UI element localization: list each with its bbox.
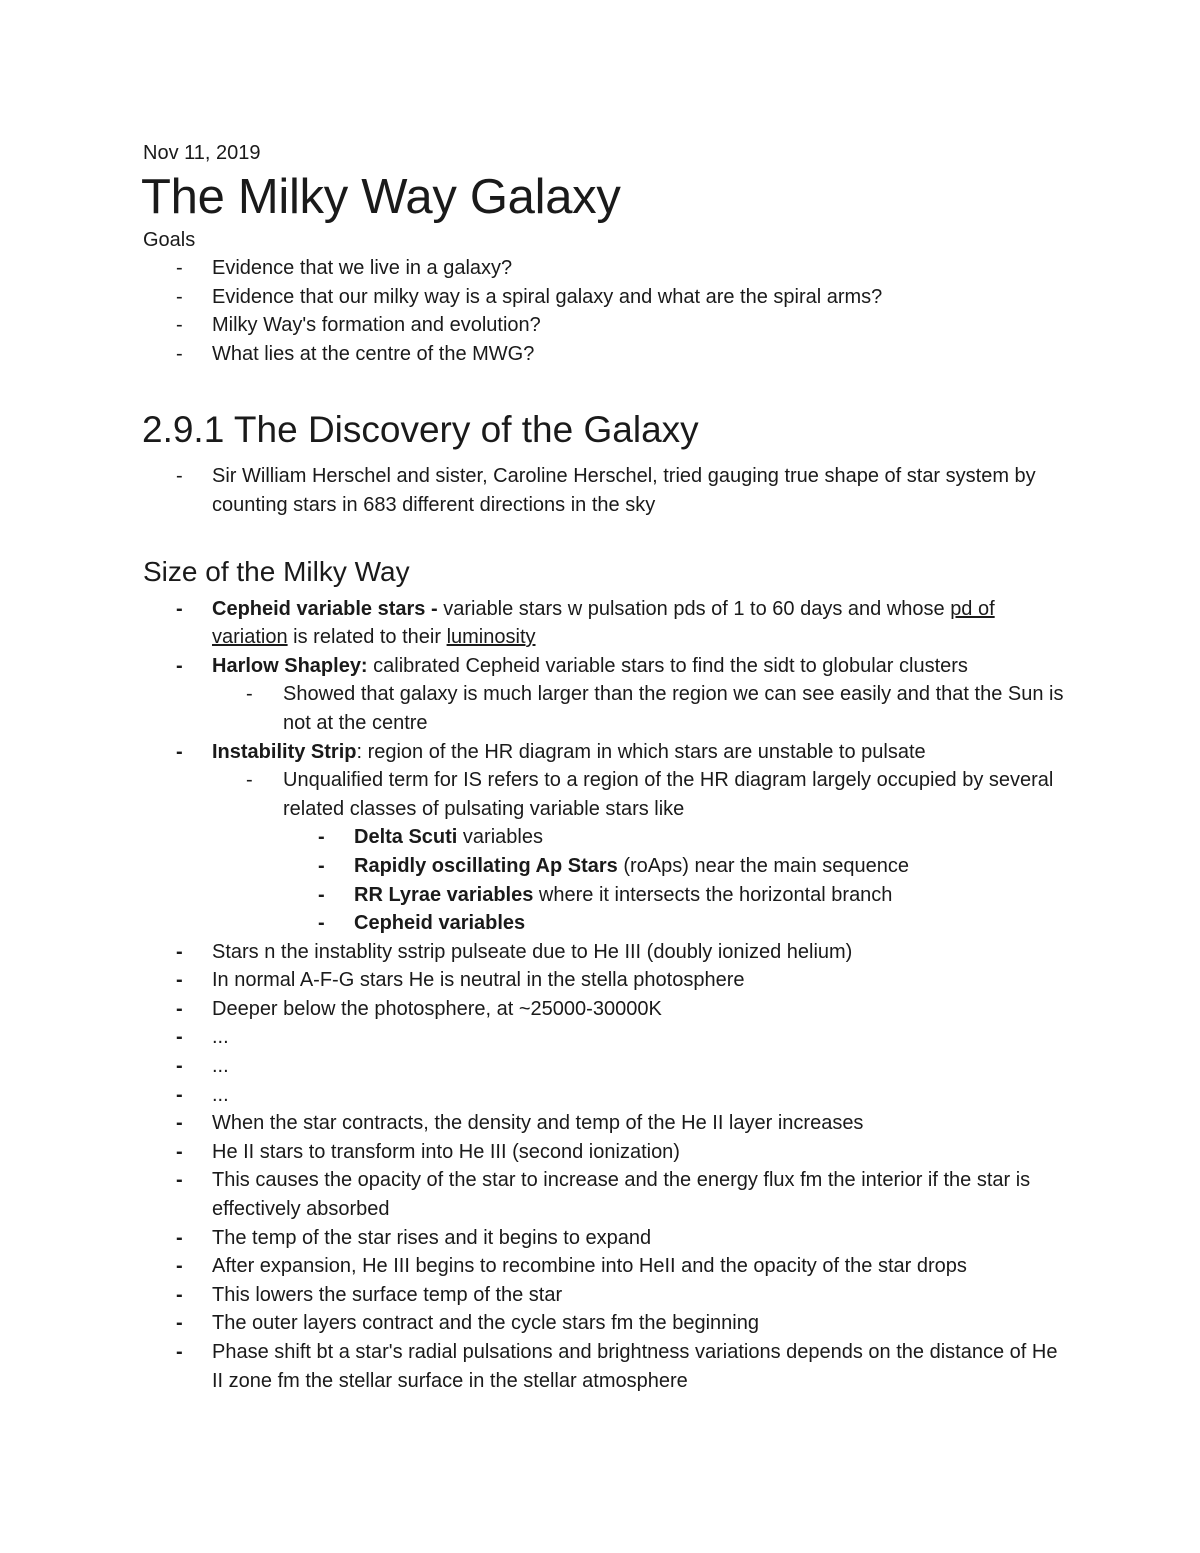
section-heading-discovery: 2.9.1 The Discovery of the Galaxy (142, 409, 699, 451)
underlined-term: pd of variation (212, 597, 995, 649)
sub-list-item: - Unqualified term for IS refers to a region of the HR diagram largely occupied by several related classes of pulsating variable stars like (246, 769, 1054, 820)
list-item: - ... (176, 1055, 229, 1078)
list-item: - In normal A-F-G stars He is neutral in the stella photosphere (176, 969, 745, 992)
list-item: - Evidence that we live in a galaxy? (176, 257, 513, 279)
list-item: - ... (176, 1026, 229, 1049)
list-item-instability: - Instability Strip: region of the HR diagram in which stars are unstable to pulsate (176, 740, 926, 763)
page-title: The Milky Way Galaxy (141, 170, 621, 224)
list-item: - Milky Way's formation and evolution? (176, 314, 541, 337)
list-item-cepheid: - Cepheid variable stars - variable stars w pulsation pds of 1 to 60 days and whose pd of variation is related to their luminosity (176, 597, 995, 649)
list-item: - ... (176, 1083, 229, 1106)
underlined-term: luminosity (446, 626, 536, 649)
list-item: - This lowers the surface temp of the star (176, 1283, 563, 1306)
note-date: Nov 11, 2019 (143, 142, 261, 164)
list-item: - The temp of the star rises and it begins to expand (176, 1226, 652, 1249)
document-page (143, 138, 1073, 1395)
list-item: - He II stars to transform into He III (second ionization) (176, 1140, 680, 1163)
goals-label: Goals (143, 229, 196, 251)
list-item: - Phase shift bt a star's radial pulsations and brightness variations depends on the distance of He II zone fm the stellar surface in the stellar atmosphere (176, 1341, 1058, 1392)
section-heading-size: Size of the Milky Way (143, 555, 410, 587)
list-item: - This causes the opacity of the star to increase and the energy flux fm the interior if the star is effectively absorbed (176, 1169, 1031, 1221)
list-item: - Stars n the instablity sstrip pulseate due to He III (doubly ionized helium) (176, 940, 853, 963)
list-item: - What lies at the centre of the MWG? (176, 342, 535, 365)
sub-sub-list-item: - Rapidly oscillating Ap Stars (roAps) near the main sequence (318, 854, 910, 877)
list-item: - Deeper below the photosphere, at ~25000-30000K (176, 997, 662, 1020)
size-list (143, 595, 1073, 1396)
discovery-list (143, 462, 1073, 519)
list-item: - Evidence that our milky way is a spiral galaxy and what are the spiral arms? (176, 285, 883, 308)
list-item: - After expansion, He III begins to recombine into HeII and the opacity of the star drops (176, 1255, 967, 1278)
list-item: - When the star contracts, the density and temp of the He II layer increases (176, 1112, 864, 1135)
goals-list (143, 254, 1073, 368)
list-item: - The outer layers contract and the cycle stars fm the beginning (176, 1312, 759, 1335)
sub-sub-list-item: - Cepheid variables (318, 912, 526, 935)
sub-list-item: - Showed that galaxy is much larger than the region we can see easily and that the Sun is not at the centre (246, 683, 1064, 734)
list-item: - Sir William Herschel and sister, Caroline Herschel, tried gauging true shape of star system by counting stars in 683 different directions in the sky (176, 465, 1036, 516)
list-item-shapley: - Harlow Shapley: calibrated Cepheid variable stars to find the sidt to globular clusters (176, 654, 968, 677)
sub-sub-list-item: - RR Lyrae variables where it intersects the horizontal branch (318, 883, 893, 906)
sub-sub-list-item: - Delta Scuti variables (318, 826, 543, 849)
